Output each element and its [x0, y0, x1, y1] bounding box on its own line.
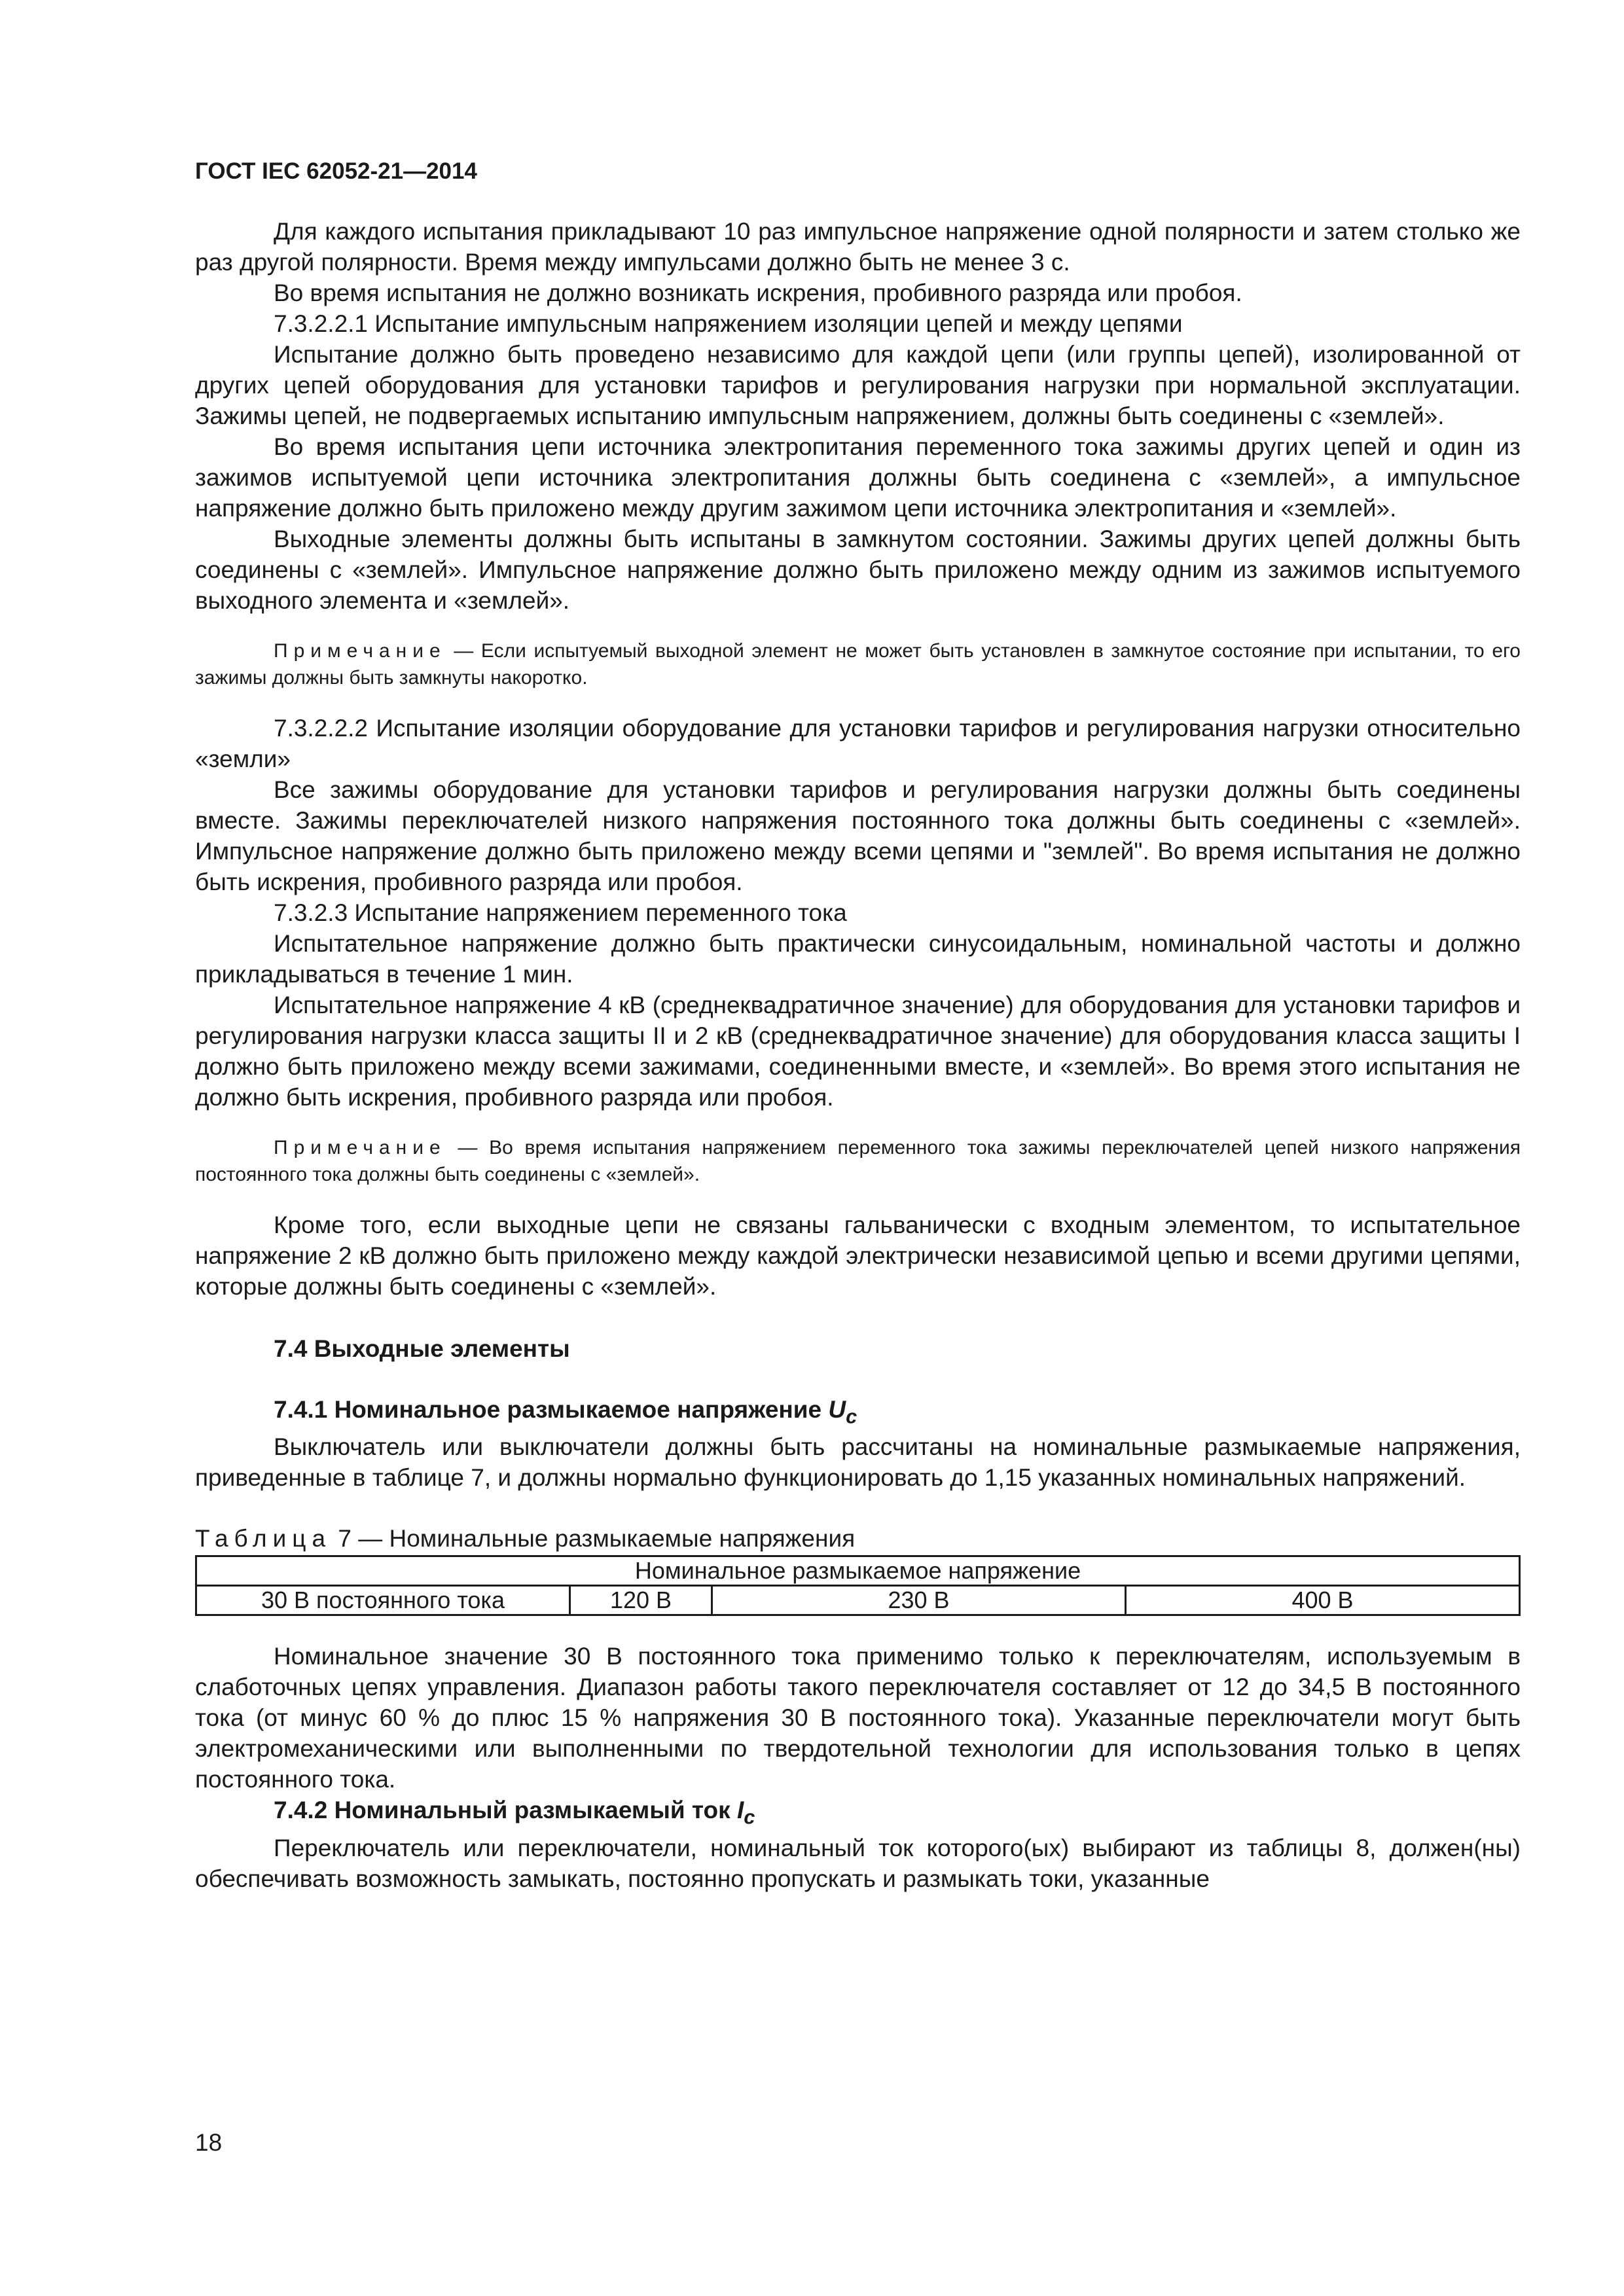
table-header-cell: Номинальное размыкаемое напряжение	[196, 1556, 1520, 1586]
paragraph: Выключатель или выключатели должны быть рассчитаны на номинальные размыкаемые напряжения, приведенные в таблице 7, и должны нормально функционировать до 1,15 указанных номинальных напряжений.	[195, 1433, 1521, 1492]
document-body	[195, 216, 1521, 1894]
note-text: — Во время испытания напряжением переменного тока зажимы переключателей цепей низкого напряжения постоянного тока должны быть соединены с «землей».	[195, 1137, 1521, 1185]
note-2	[195, 1134, 1521, 1188]
paragraph: Испытательное напряжение 4 кВ (среднеквадратичное значение) для оборудования для установки тарифов и регулирования нагрузки класса защиты II и 2 кВ (среднеквадратичное значение) для оборудования класса защиты I должно быть приложено между всеми зажимами, соединенными вместе, и «землей». Во время этого испытания не должно быть искрения, пробивного разряда или пробоя.	[195, 992, 1521, 1111]
table-cell: 30 В постоянного тока	[196, 1586, 570, 1615]
table-row	[196, 1586, 1520, 1615]
paragraph: Выходные элементы должны быть испытаны в замкнутом состоянии. Зажимы других цепей должны быть соединены с «землей». Импульсное напряжение должно быть приложено между одним из зажимов испытуемого выходного элемента и «землей».	[195, 526, 1521, 614]
note-text: — Если испытуемый выходной элемент не может быть установлен в замкнутое состояние при испытании, то его зажимы должны быть замкнуты накоротко.	[195, 640, 1521, 689]
paragraph: Все зажимы оборудование для установки тарифов и регулирования нагрузки должны быть соединены вместе. Зажимы переключателей низкого напряжения постоянного тока должны быть соединены с «землей». Импульсное напряжение должно быть приложено между всеми цепями и "землей". Во время испытания не должно быть искрения, пробивного разряда или пробоя.	[195, 776, 1521, 895]
note-label: Примечание	[274, 640, 446, 662]
paragraph: Кроме того, если выходные цепи не связаны гальванически с входным элементом, то испытательное напряжение 2 кВ должно быть приложено между каждой электрически независимой цепью и всеми другими цепями, которые должны быть соединены с «землей».	[195, 1211, 1521, 1300]
table-cell: 230 В	[712, 1586, 1126, 1615]
paragraph: Переключатель или переключатели, номинальный ток которого(ых) выбирают из таблицы 8, должен(ны) обеспечивать возможность замыкать, постоянно пропускать и размыкать токи, указанные	[195, 1834, 1521, 1892]
table-header-row	[196, 1556, 1520, 1586]
section-heading-7-4-2	[195, 1795, 1521, 1832]
table-cell: 120 В	[570, 1586, 712, 1615]
symbol: U	[828, 1396, 846, 1423]
table-7-caption	[195, 1523, 1521, 1554]
page-number: 18	[195, 2129, 223, 2156]
section-heading-7-3-2-2-1: 7.3.2.2.1 Испытание импульсным напряжением изоляции цепей и между цепями	[274, 310, 1183, 337]
symbol-subscript: c	[846, 1405, 857, 1428]
paragraph: Во время испытания не должно возникать искрения, пробивного разряда или пробоя.	[274, 279, 1242, 306]
symbol: I	[736, 1797, 744, 1824]
paragraph: Номинальное значение 30 В постоянного тока применимо только к переключателям, используемым в слаботочных цепях управления. Диапазон работы такого переключателя составляет от 12 до 34,5 В постоянного тока (от минус 60 % до плюс 15 % напряжения 30 В постоянного тока). Указанные переключатели могут быть электромеханическими или выполненными по твердотельной технологии для использования только в цепях постоянного тока.	[195, 1643, 1521, 1793]
table-cell: 400 В	[1126, 1586, 1520, 1615]
caption-text: 7 — Номинальные размыкаемые напряжения	[331, 1525, 856, 1552]
section-heading-7-4: 7.4 Выходные элементы	[274, 1335, 570, 1362]
section-heading-7-4-1	[195, 1394, 1521, 1431]
section-heading-7-3-2-2-2: 7.3.2.2.2 Испытание изоляции оборудование для установки тарифов и регулирования нагрузки относительно «земли»	[195, 715, 1521, 772]
document-header: ГОСТ IEC 62052-21—2014	[195, 158, 477, 184]
heading-text: 7.4.1 Номинальное размыкаемое напряжение	[274, 1396, 829, 1423]
table-7	[195, 1555, 1521, 1616]
section-heading-7-3-2-3: 7.3.2.3 Испытание напряжением переменного тока	[274, 899, 847, 926]
symbol-subscript: c	[744, 1805, 755, 1829]
note-1	[195, 637, 1521, 691]
heading-text: 7.4.2 Номинальный размыкаемый ток	[274, 1797, 737, 1824]
paragraph: Испытание должно быть проведено независимо для каждой цепи (или группы цепей), изолированной от других цепей оборудования для установки тарифов и регулирования нагрузки при нормальной эксплуатации. Зажимы цепей, не подвергаемых испытанию импульсным напряжением, должны быть соединены с «землей».	[195, 341, 1521, 429]
caption-label: Таблица	[195, 1525, 332, 1552]
paragraph: Для каждого испытания прикладывают 10 раз импульсное напряжение одной полярности и затем столько же раз другой полярности. Время между импульсами должно быть не менее 3 с.	[195, 218, 1521, 276]
paragraph: Во время испытания цепи источника электропитания переменного тока зажимы других цепей и один из зажимов испытуемой цепи источника электропитания должны быть соединена с «землей», а импульсное напряжение должно быть приложено между другим зажимом цепи источника электропитания и «землей».	[195, 433, 1521, 522]
note-label: Примечание	[274, 1137, 446, 1158]
paragraph: Испытательное напряжение должно быть практически синусоидальным, номинальной частоты и должно прикладываться в течение 1 мин.	[195, 930, 1521, 988]
